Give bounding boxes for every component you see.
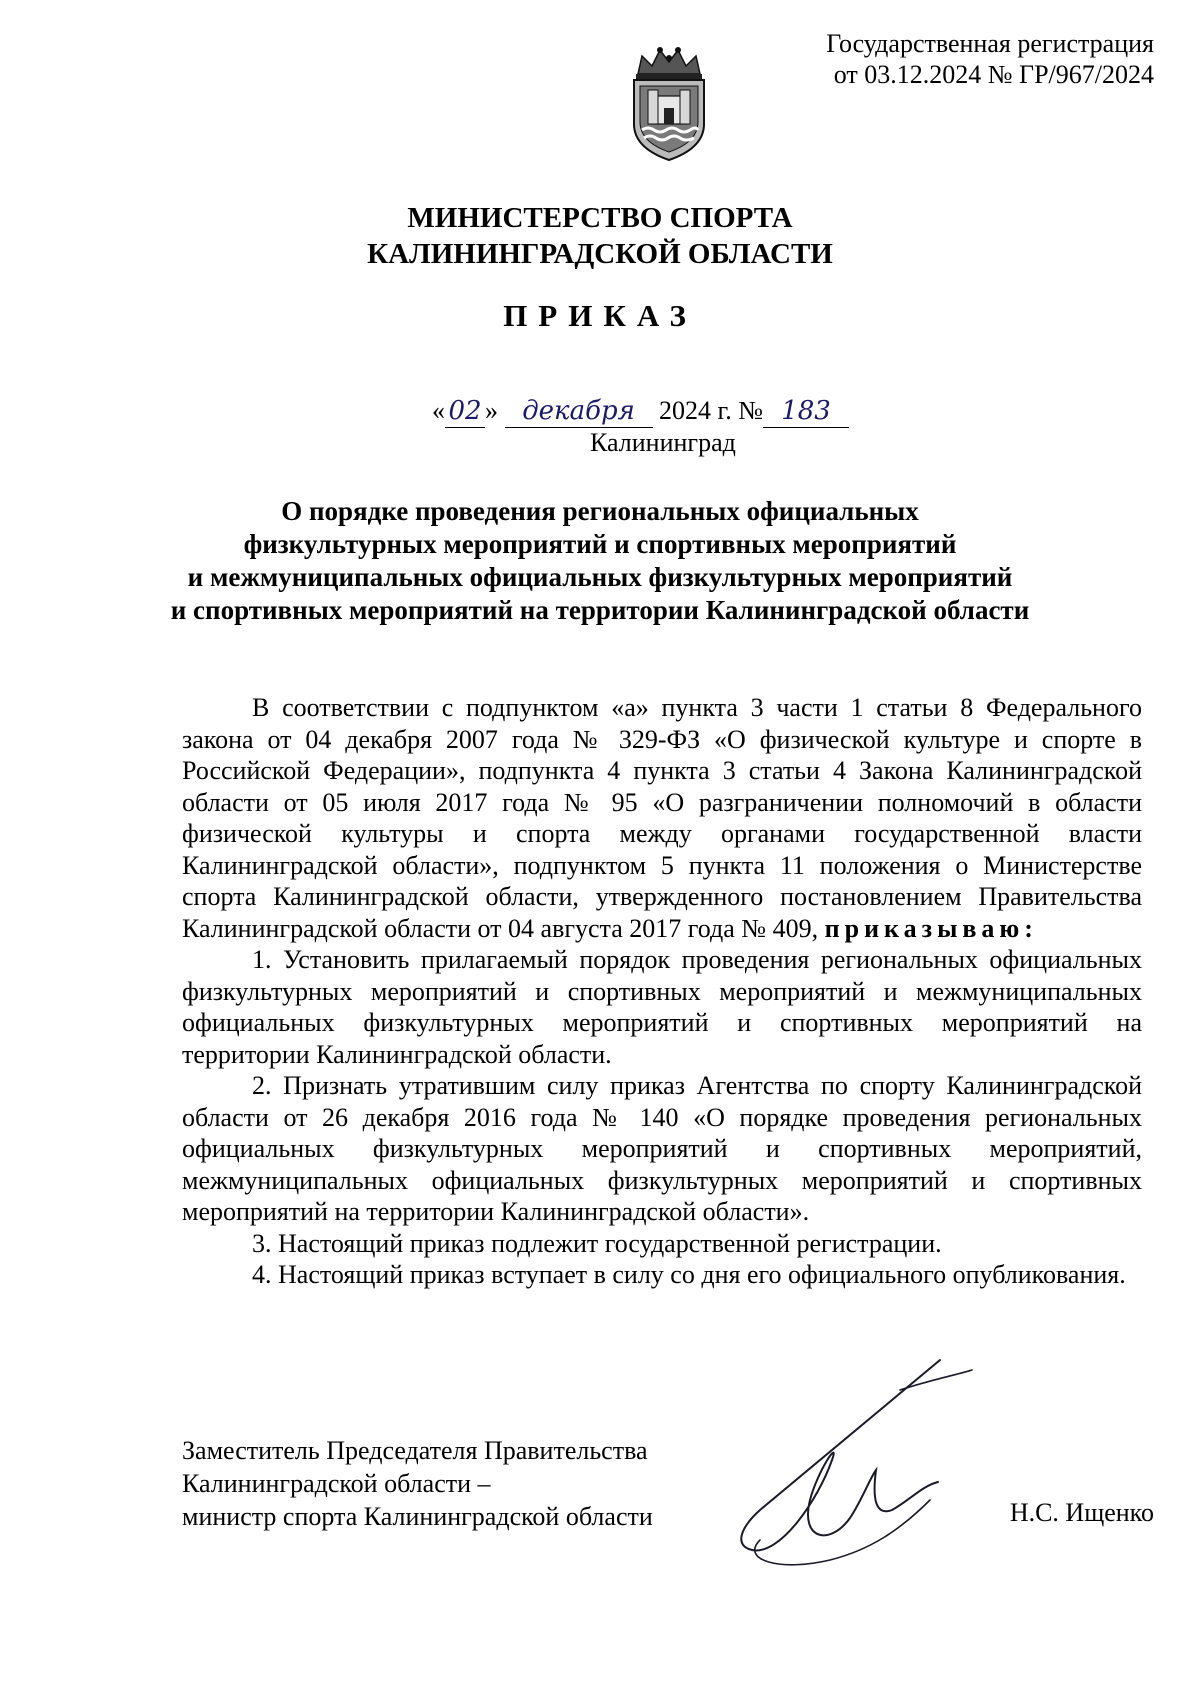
open-quote: « (432, 396, 445, 425)
signatory-name: Н.С. Ищенко (1009, 1498, 1154, 1527)
order-item-4: 4. Настоящий приказ вступает в силу со дня его официального опубликования. (252, 1260, 1126, 1289)
preamble-paragraph (182, 692, 1142, 944)
subject-line-2: физкультурных мероприятий и спортивных мероприятий (243, 529, 957, 559)
ministry-line-1: МИНИСТЕРСТВО СПОРТА (407, 202, 793, 234)
preamble-text: В соответствии с подпунктом «а» пункта 3 части 1 статьи 8 Федерального закона от 04 декабря 2007 года № 329-ФЗ «О физической культуре и спорте в Российской Федерации», подпункта 4 пункта 3 статьи 4 Закона Калининградской области от 05 июля 2017 года № 95 «О разграничении полномочий в области физической культуры и спорта между органами государственной власти Калининградской области», подпунктом 5 пункта 11 положения о Министерстве спорта Калининградской области, утвержденного постановлением Правительства Калининградской области от 04 августа 2017 года № 409, (182, 693, 1142, 943)
order-item-2: 2. Признать утратившим силу приказ Агентства по спорту Калининградской области от 26 декабря 2016 года № 140 «О порядке проведения региональных официальных физкультурных мероприятий и спортивных мероприятий, межмуниципальных официальных физкультурных мероприятий и спортивных мероприятий на территории Калининградской области». (182, 1071, 1142, 1226)
coat-of-arms-icon (624, 44, 714, 162)
signatory-position (182, 1434, 653, 1533)
city: Калининград (590, 428, 736, 457)
order-item-1: 1. Установить прилагаемый порядок проведения региональных официальных физкультурных мероприятий и спортивных мероприятий и межмуниципальных официальных физкультурных мероприятий и спортивных мероприятий на территории Калининградской области. (182, 945, 1142, 1069)
close-quote: » (485, 396, 498, 425)
ministry-name (0, 200, 1200, 272)
subject-line-1: О порядке проведения региональных официальных (281, 496, 919, 526)
subject-line-3: и межмуниципальных официальных физкультурных мероприятий (187, 562, 1013, 592)
date-day: 02 (445, 395, 485, 428)
subject-line-4: и спортивных мероприятий на территории Калининградской области (170, 595, 1030, 625)
document-type: ПРИКАЗ (503, 298, 697, 333)
order-item-3: 3. Настоящий приказ подлежит государственной регистрации. (252, 1228, 942, 1258)
registration-stamp (826, 28, 1154, 90)
order-number: 183 (763, 395, 849, 428)
date-number-line (432, 395, 849, 428)
signatory-line-3: министр спорта Калининградской области (182, 1502, 653, 1531)
registration-line-1: Государственная регистрация (826, 29, 1154, 58)
signatory-line-1: Заместитель Председателя Правительства (182, 1436, 648, 1465)
registration-line-2: от 03.12.2024 № ГР/967/2024 (833, 60, 1154, 89)
order-body (182, 692, 1142, 1291)
signatory-line-2: Калининградской области – (182, 1469, 491, 1498)
date-month: декабря (505, 395, 653, 428)
order-word: приказываю: (824, 913, 1038, 943)
date-year: 2024 г. № (659, 396, 764, 425)
ministry-line-2: КАЛИНИНГРАДСКОЙ ОБЛАСТИ (367, 238, 833, 270)
order-subject (0, 495, 1200, 627)
handwritten-signature (700, 1350, 980, 1580)
